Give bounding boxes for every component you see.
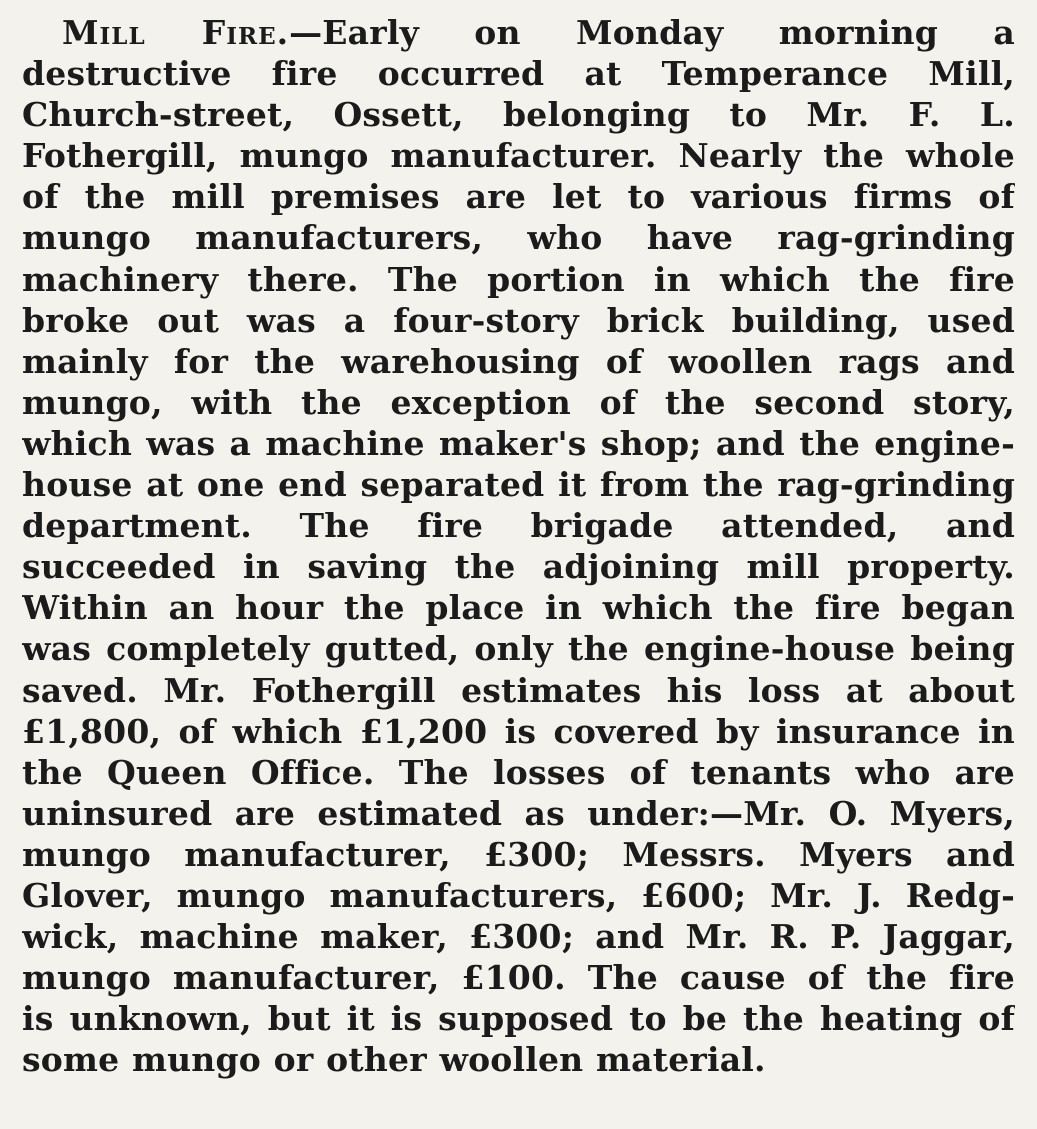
article-line: destructive fire occurred at Temperance Mill, bbox=[22, 54, 1015, 94]
article-line: house at one end separated it from the rag-grinding bbox=[22, 465, 1015, 505]
article-line: mungo, with the exception of the second story, bbox=[22, 382, 1015, 422]
article-line: wick, machine maker, £300; and Mr. R. P. Jaggar, bbox=[22, 917, 1015, 957]
article-line: Within an hour the place in which the fire began bbox=[22, 588, 1015, 628]
article-line: some mungo or other woollen material. bbox=[22, 1040, 766, 1080]
article-line: Glover, mungo manufacturers, £600; Mr. J. Redg- bbox=[22, 875, 1015, 915]
article-line: mungo manufacturer, £300; Messrs. Myers and bbox=[22, 834, 1015, 874]
article-headline: Mill Fire. bbox=[62, 13, 290, 52]
article-body bbox=[22, 12, 1015, 1080]
article-line: is unknown, but it is supposed to be the heating of bbox=[22, 999, 1015, 1039]
article-line: was completely gutted, only the engine-house being bbox=[22, 629, 1015, 669]
article-line bbox=[22, 12, 1015, 53]
article-line: uninsured are estimated as under:—Mr. O. Myers, bbox=[22, 793, 1015, 833]
article-line: £1,800, of which £1,200 is covered by insurance in bbox=[22, 711, 1015, 751]
article-line: broke out was a four-story brick building, used bbox=[22, 300, 1015, 340]
article-line: department. The fire brigade attended, and bbox=[22, 506, 1015, 546]
article-line: of the mill premises are let to various firms of bbox=[22, 177, 1015, 217]
article-line: Fothergill, mungo manufacturer. Nearly the whole bbox=[22, 136, 1015, 176]
article-line: mainly for the warehousing of woollen rags and bbox=[22, 341, 1015, 381]
article-line: mungo manufacturer, £100. The cause of the fire bbox=[22, 958, 1015, 998]
article-line: succeeded in saving the adjoining mill property. bbox=[22, 547, 1015, 587]
article-line: saved. Mr. Fothergill estimates his loss at about bbox=[22, 670, 1015, 710]
article-line: Church-street, Ossett, belonging to Mr. F. L. bbox=[22, 95, 1015, 135]
article-line-text: —Early on Monday morning a bbox=[289, 13, 1015, 52]
article-line: which was a machine maker's shop; and the engine- bbox=[22, 423, 1015, 463]
article-line: machinery there. The portion in which the fire bbox=[22, 259, 1015, 299]
article-line: the Queen Office. The losses of tenants who are bbox=[22, 752, 1015, 792]
article-line: mungo manufacturers, who have rag-grinding bbox=[22, 218, 1015, 258]
